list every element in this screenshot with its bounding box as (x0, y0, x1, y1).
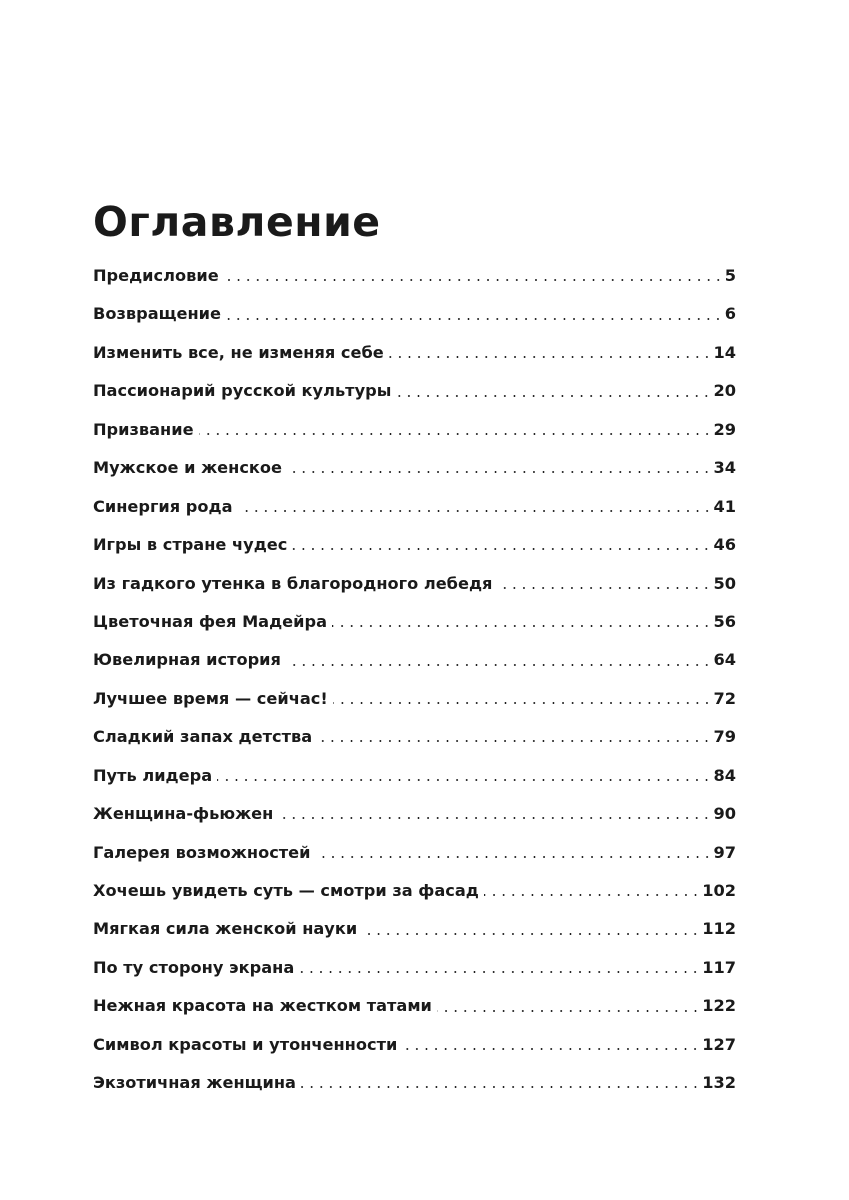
toc-entry-title: Хочешь увидеть суть — смотри за фасад (93, 881, 479, 900)
toc-entry-page-number: 14 (713, 342, 736, 362)
toc-entry-title: Ювелирная история (93, 650, 281, 670)
toc-entry-page-number: 20 (713, 381, 736, 401)
toc-entry-page-number: 56 (713, 611, 736, 631)
dot-leader (278, 817, 711, 819)
toc-entry (93, 680, 736, 718)
toc-entry-title: Мягкая сила женской науки (93, 919, 358, 939)
dot-leader (238, 510, 712, 512)
toc-entry-page-number: 50 (713, 573, 736, 593)
dot-leader (199, 433, 712, 435)
toc-entry (93, 449, 736, 487)
table-of-contents (93, 257, 736, 1103)
dot-leader (332, 625, 711, 627)
toc-entry-page-number: 97 (713, 842, 736, 862)
toc-entry-title: По ту сторону экрана (93, 957, 295, 977)
toc-entry-page-number: 64 (713, 650, 736, 670)
toc-entry-page-number: 132 (702, 1073, 736, 1093)
toc-entry-title: Нежная красота на жестком татами (93, 996, 432, 1016)
dot-leader (484, 894, 700, 896)
toc-entry-page-number: 117 (702, 957, 736, 977)
toc-entry-title: Женщина-фьюжен (93, 804, 274, 824)
page-title: Оглавление (93, 198, 381, 246)
toc-entry-title: Призвание (93, 419, 194, 439)
dot-leader (292, 548, 711, 550)
toc-entry-page-number: 90 (713, 804, 736, 824)
toc-entry-page-number: 6 (724, 304, 736, 324)
toc-entry-title: Цветочная фея Мадейра (93, 611, 327, 631)
toc-entry (93, 795, 736, 833)
toc-entry-title: Экзотичная женщина (93, 1073, 296, 1093)
toc-entry-page-number: 122 (702, 996, 736, 1016)
dot-leader (402, 1048, 700, 1050)
toc-entry-title: Предисловие (93, 266, 219, 285)
toc-entry-title: Возвращение (93, 304, 221, 324)
dot-leader (389, 356, 712, 358)
toc-entry-title: Игры в стране чудес (93, 535, 288, 555)
toc-entry-page-number: 34 (713, 458, 736, 478)
dot-leader (226, 318, 723, 320)
toc-entry-title: Сладкий запах детства (93, 727, 313, 747)
toc-entry-title: Лучшее время — сейчас! (93, 688, 328, 708)
toc-entry (93, 372, 736, 410)
toc-entry (93, 565, 736, 603)
toc-entry-page-number: 46 (713, 535, 736, 555)
toc-entry-page-number: 72 (713, 688, 736, 708)
toc-entry (93, 987, 736, 1025)
toc-entry-page-number: 29 (713, 419, 736, 439)
dot-leader (286, 664, 712, 666)
dot-leader (217, 779, 711, 781)
toc-entry (93, 872, 736, 910)
dot-leader (316, 856, 712, 858)
toc-entry (93, 757, 736, 795)
toc-entry (93, 834, 736, 872)
dot-leader (301, 1086, 700, 1088)
toc-entry (93, 910, 736, 948)
toc-entry (93, 603, 736, 641)
dot-leader (287, 471, 711, 473)
toc-entry (93, 334, 736, 372)
toc-entry-title: Из гадкого утенка в благородного лебедя (93, 573, 493, 593)
toc-entry-page-number: 127 (702, 1034, 736, 1054)
dot-leader (333, 702, 712, 704)
dot-leader (396, 395, 711, 397)
toc-entry (93, 488, 736, 526)
toc-entry (93, 718, 736, 756)
toc-entry-page-number: 84 (713, 765, 736, 785)
toc-entry-title: Пассионарий русской культуры (93, 381, 392, 401)
toc-entry-title: Синергия рода (93, 496, 233, 516)
toc-entry (93, 526, 736, 564)
toc-entry (93, 1026, 736, 1064)
toc-entry-page-number: 79 (713, 727, 736, 747)
dot-leader (317, 740, 711, 742)
toc-entry (93, 641, 736, 679)
toc-entry-page-number: 5 (724, 266, 736, 285)
toc-entry-title: Галерея возможностей (93, 842, 311, 862)
toc-entry-page-number: 102 (702, 881, 736, 900)
toc-entry-title: Путь лидера (93, 765, 213, 785)
dot-leader (437, 1010, 700, 1012)
toc-entry-title: Изменить все, не изменяя себе (93, 342, 384, 362)
dot-leader (497, 587, 711, 589)
dot-leader (362, 933, 700, 935)
toc-entry (93, 1064, 736, 1102)
dot-leader (224, 279, 723, 281)
toc-entry-page-number: 112 (702, 919, 736, 939)
toc-entry (93, 295, 736, 333)
toc-entry (93, 411, 736, 449)
toc-entry-title: Символ красоты и утонченности (93, 1034, 398, 1054)
toc-entry-page-number: 41 (713, 496, 736, 516)
dot-leader (299, 971, 700, 973)
toc-entry-title: Мужское и женское (93, 458, 283, 478)
toc-entry (93, 257, 736, 295)
toc-entry (93, 949, 736, 987)
